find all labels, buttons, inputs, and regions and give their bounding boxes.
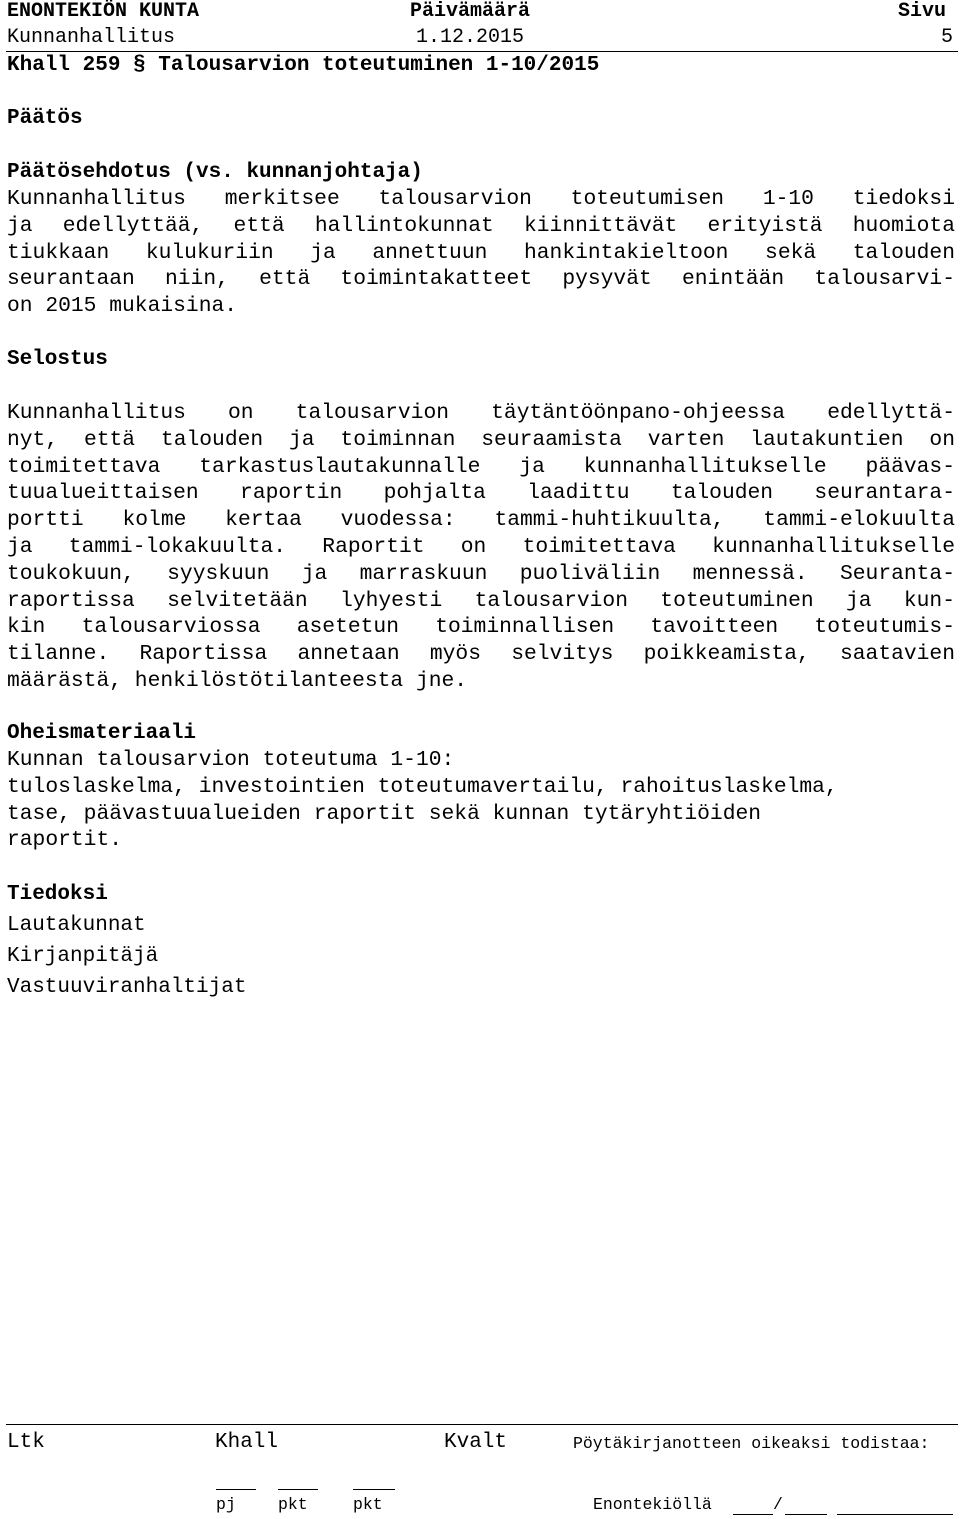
explanation-line: ja tammi-lokakuulta. Raportit on toimitettava kunnanhallitukselle	[7, 534, 955, 559]
explanation-line: kin talousarviossa asetetun toiminnallisen tavoitteen toteutumis-	[7, 615, 955, 640]
page-label: Sivu	[898, 0, 947, 23]
header-divider	[6, 51, 958, 52]
footer-divider	[6, 1424, 958, 1425]
explanation-line: toimitettava tarkastuslautakunnalle ja kunnanhallitukselle päävas-	[7, 454, 955, 479]
footer-pkt-2: pkt	[353, 1495, 383, 1514]
footer-ltk: Ltk	[7, 1431, 45, 1454]
recipient-item: Kirjanpitäjä	[7, 945, 159, 968]
explanation-line: tuualueittaisen raportin pohjalta laadittu talouden seurantara-	[7, 481, 955, 506]
decision-line: tiukkaan kulukuriin ja annettuun hankintakieltoon sekä talouden	[7, 240, 955, 265]
meeting-date: 1.12.2015	[416, 26, 525, 49]
decision-heading: Päätös	[7, 107, 83, 130]
explanation-text	[7, 400, 955, 695]
municipality-name: ENONTEKIÖN KUNTA	[7, 0, 200, 23]
attachments-line: raportit.	[7, 828, 123, 853]
decision-line: Kunnanhallitus merkitsee talousarvion toteutumisen 1-10 tiedoksi	[7, 187, 955, 211]
explanation-heading: Selostus	[7, 348, 108, 371]
footer-pkt-1: pkt	[278, 1495, 308, 1514]
date-day-line	[733, 1514, 773, 1515]
initials-line-pkt-1	[278, 1489, 318, 1490]
explanation-line: määrästä, henkilöstötilanteesta jne.	[7, 668, 468, 693]
date-month-line	[785, 1514, 827, 1515]
footer-khall: Khall	[215, 1431, 279, 1454]
explanation-line: Kunnanhallitus on talousarvion täytäntöönpano-ohjeessa edellyttä-	[7, 401, 955, 425]
attachments-text	[7, 747, 955, 854]
attachments-line: tase, päävastuualueiden raportit sekä kunnan tytäryhtiöiden	[7, 801, 762, 826]
attachments-line: Kunnan talousarvion toteutuma 1-10:	[7, 748, 455, 772]
attachments-line: tuloslaskelma, investointien toteutumavertailu, rahoituslaskelma,	[7, 774, 838, 799]
signature-line	[837, 1514, 953, 1515]
footer-kvalt: Kvalt	[444, 1431, 508, 1454]
recipient-item: Lautakunnat	[7, 914, 146, 937]
date-separator: /	[773, 1495, 783, 1514]
decision-line: ja edellyttää, että hallintokunnat kiinnittävät erityistä huomiota	[7, 213, 955, 238]
initials-line-pkt-2	[353, 1489, 395, 1490]
footer-pj: pj	[216, 1495, 236, 1514]
recipient-item: Vastuuviranhaltijat	[7, 976, 247, 999]
page-number: 5	[941, 26, 954, 49]
explanation-line: tilanne. Raportissa annetaan myös selvitys poikkeamista, saatavien	[7, 642, 955, 667]
explanation-line: nyt, että talouden ja toiminnan seuraamista varten lautakuntien on	[7, 427, 955, 452]
explanation-line: portti kolme kertaa vuodessa: tammi-huhtikuulta, tammi-elokuulta	[7, 508, 955, 533]
explanation-line: raportissa selvitetään lyhyesti talousarvion toteutuminen ja kun-	[7, 588, 955, 613]
body-name: Kunnanhallitus	[7, 26, 176, 49]
date-label: Päivämäärä	[410, 0, 531, 23]
item-title: Khall 259 § Talousarvion toteutuminen 1-10/2015	[7, 54, 600, 77]
explanation-line: toukokuun, syyskuun ja marraskuun puoliväliin mennessä. Seuranta-	[7, 561, 955, 586]
attachments-heading: Oheismateriaali	[7, 722, 197, 745]
decision-line: on 2015 mukaisina.	[7, 294, 238, 319]
certification-label: Pöytäkirjanotteen oikeaksi todistaa:	[573, 1434, 930, 1453]
decision-line: seurantaan niin, että toimintakatteet pysyvät enintään talousarvi-	[7, 267, 955, 292]
initials-line-pj	[216, 1489, 256, 1490]
decision-text	[7, 186, 955, 320]
for-information-heading: Tiedoksi	[7, 883, 108, 906]
place-label: Enontekiöllä	[593, 1495, 712, 1514]
proposal-heading: Päätösehdotus (vs. kunnanjohtaja)	[7, 161, 423, 184]
